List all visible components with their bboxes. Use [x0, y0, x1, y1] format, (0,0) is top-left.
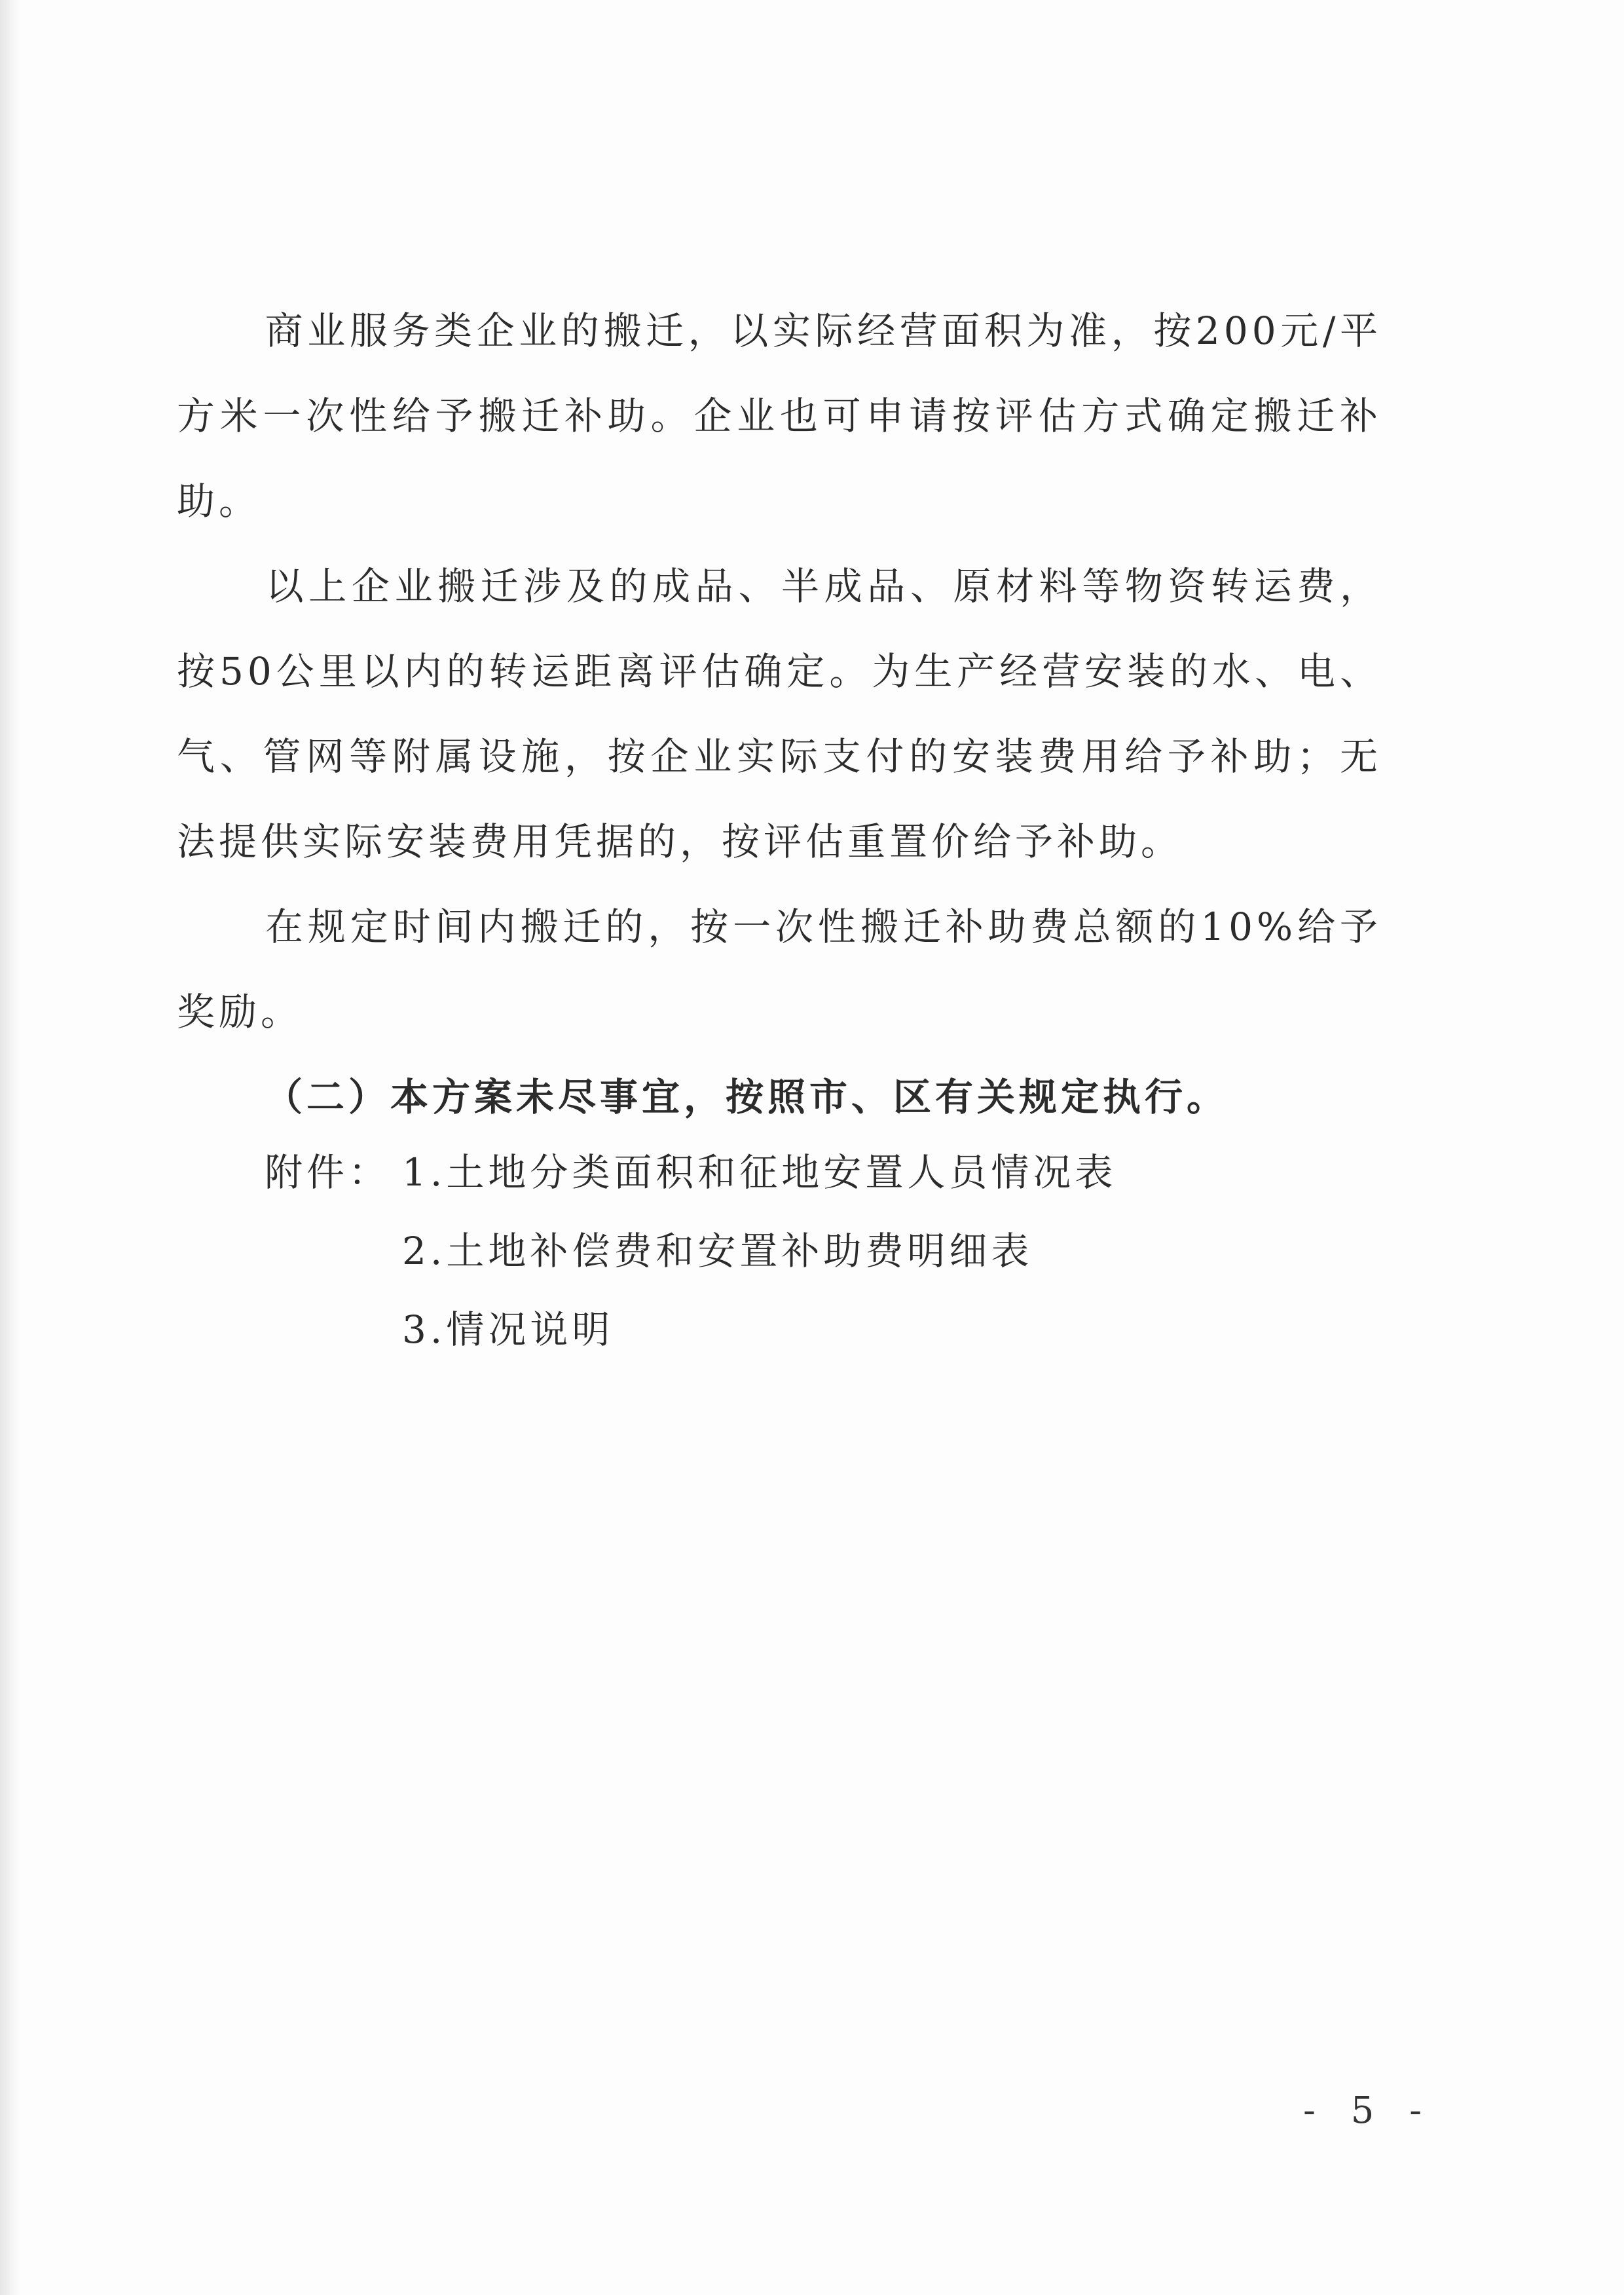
- attachments-label: 附件：: [265, 1150, 391, 1195]
- attachment-row: [265, 1212, 1378, 1290]
- scan-edge-shadow: [0, 0, 20, 2295]
- paragraph-relocation-commercial: 商业服务类企业的搬迁，以实际经营面积为准，按200元/平方米一次性给予搬迁补助。企业也可申请按评估方式确定搬迁补助。: [177, 308, 1382, 523]
- attachment-item: 2.土地补偿费和安置补助费明细表: [402, 1229, 1033, 1273]
- attachments-list: [265, 1133, 1378, 1369]
- attachment-item: 3.情况说明: [402, 1307, 614, 1352]
- paragraph-reward: 在规定时间内搬迁的，按一次性搬迁补助费总额的10%给予奖励。: [177, 905, 1382, 1034]
- section-heading: （二）本方案未尽事宜，按照市、区有关规定执行。: [265, 1075, 1229, 1119]
- attachment-row: [265, 1133, 1378, 1212]
- document-body: [177, 288, 1382, 1140]
- page-number: - 5 -: [1303, 2089, 1434, 2132]
- attachment-item: 1.土地分类面积和征地安置人员情况表: [402, 1150, 1117, 1195]
- attachment-row: [265, 1290, 1378, 1369]
- paragraph-material-transport: 以上企业搬迁涉及的成品、半成品、原材料等物资转运费，按50公里以内的转运距离评估确定。为生产经营安装的水、电、气、管网等附属设施，按企业实际支付的安装费用给予补助；无法提供实际安装费用凭据的，按评估重置价给予补助。: [177, 564, 1382, 864]
